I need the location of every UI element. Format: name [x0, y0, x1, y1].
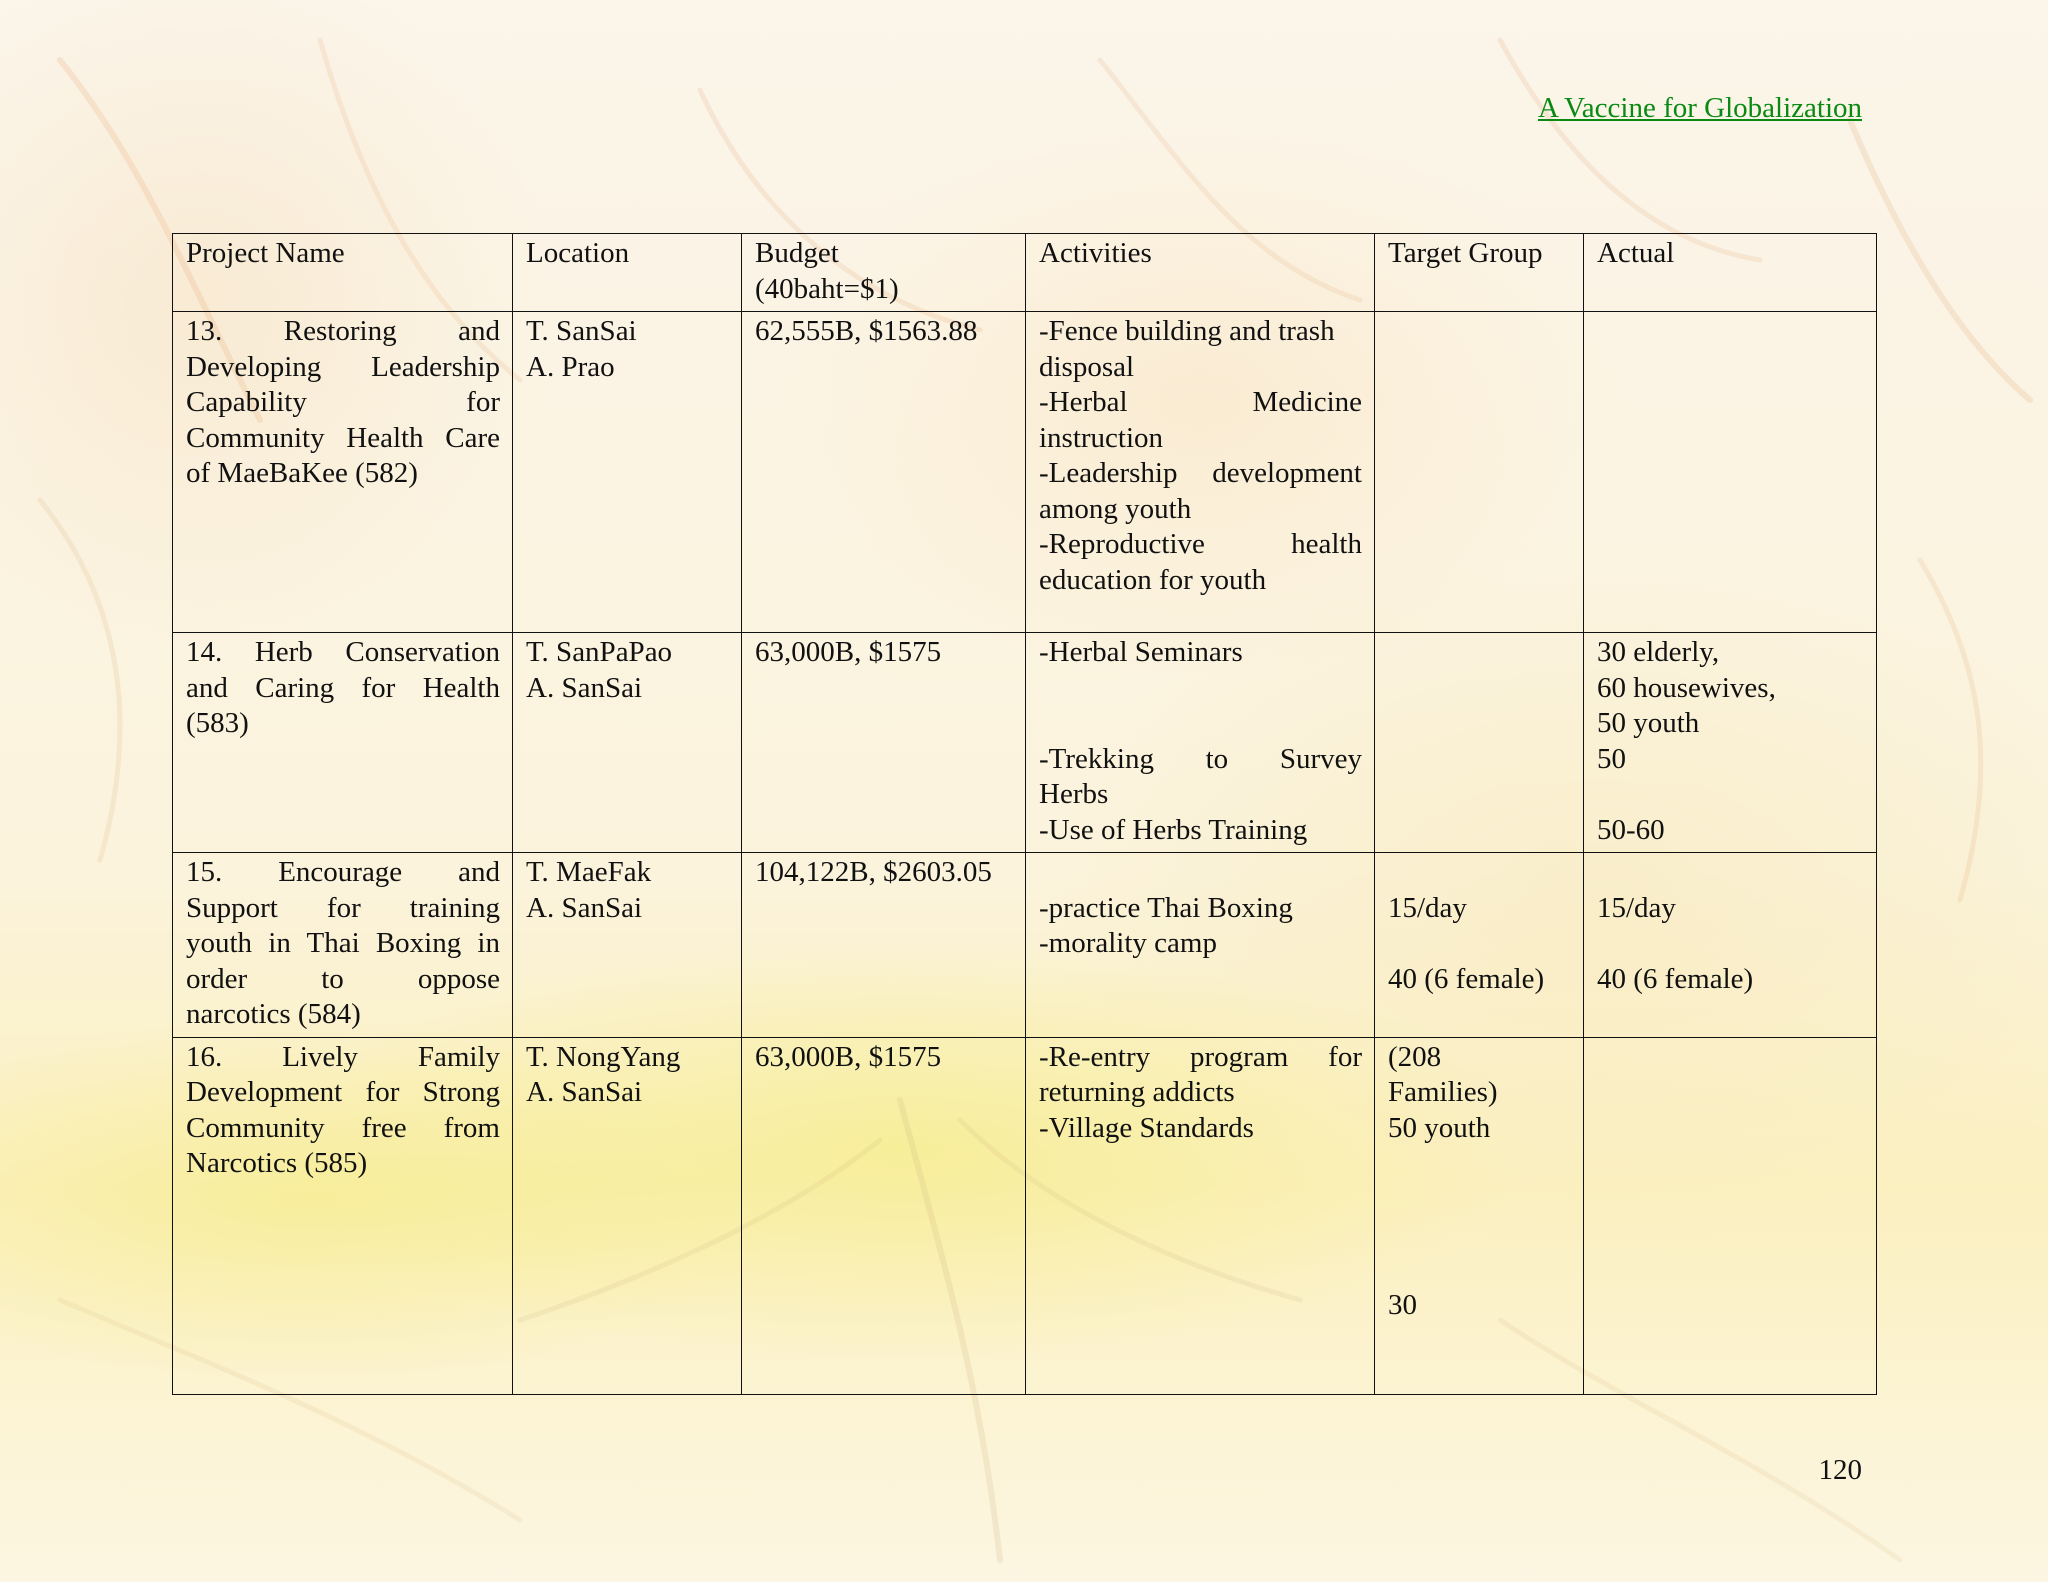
activity-line: -Fence building and trash	[1039, 315, 1335, 347]
target-group-cell	[1375, 312, 1584, 633]
activity-line: instruction	[1039, 421, 1164, 454]
location-cell	[513, 633, 742, 853]
target-group-cell	[1375, 633, 1584, 853]
project-name-line: narcotics (584)	[186, 998, 361, 1030]
project-name-cell	[173, 633, 513, 853]
activity-line: -Village Standards	[1039, 1111, 1254, 1144]
activities-cell	[1026, 633, 1375, 853]
activity-line: Herbs	[1039, 778, 1109, 810]
project-name-line: Support for training	[186, 891, 500, 924]
location-line: A. SanSai	[526, 1076, 642, 1108]
project-name-line: Narcotics (585)	[186, 1147, 368, 1179]
target-line: (208	[1388, 1040, 1442, 1073]
project-name-line: Development for Strong	[186, 1076, 500, 1108]
actual-line: 15/day	[1597, 891, 1676, 924]
project-name-line: Capability for	[186, 386, 500, 418]
project-name-line: order to oppose	[186, 962, 500, 995]
target-line: Families)	[1388, 1076, 1498, 1108]
target-group-cell	[1375, 1037, 1584, 1394]
location-line: A. Prao	[526, 350, 615, 383]
project-name-line: of MaeBaKee (582)	[186, 457, 418, 489]
location-line: T. MaeFak	[526, 856, 652, 888]
table-row	[173, 853, 1877, 1038]
target-line: 50 youth	[1388, 1111, 1491, 1144]
location-line: A. SanSai	[526, 891, 642, 924]
project-name-line: 13. Restoring and	[186, 315, 500, 347]
actual-line: 50 youth	[1597, 707, 1700, 739]
actual-line: 30 elderly,	[1597, 636, 1720, 668]
table-row	[173, 312, 1877, 633]
target-line: 15/day	[1388, 891, 1467, 924]
budget-cell	[742, 312, 1026, 633]
activity-line: -Reproductive health	[1039, 528, 1362, 560]
actual-line: 60 housewives,	[1597, 671, 1776, 704]
column-header-location: Location	[513, 234, 742, 312]
budget-header-label: Budget	[755, 237, 839, 269]
budget-cell	[742, 1037, 1026, 1394]
column-header-target-group: Target Group	[1375, 234, 1584, 312]
column-header-actual: Actual	[1584, 234, 1877, 312]
budget-value: 104,122B, $2603.05	[755, 856, 992, 888]
activities-cell	[1026, 312, 1375, 633]
location-cell	[513, 1037, 742, 1394]
target-line: 30	[1388, 1289, 1417, 1321]
location-line: T. NongYang	[526, 1040, 681, 1073]
activity-line: -Leadership development	[1039, 457, 1362, 489]
project-name-cell	[173, 312, 513, 633]
project-name-line: Community free from	[186, 1111, 500, 1144]
table-row	[173, 633, 1877, 853]
activity-line: disposal	[1039, 350, 1135, 383]
location-line: T. SanSai	[526, 315, 637, 347]
column-header-budget	[742, 234, 1026, 312]
activity-line: returning addicts	[1039, 1076, 1235, 1108]
actual-line: 40 (6 female)	[1597, 962, 1754, 995]
location-cell	[513, 312, 742, 633]
activity-line: -Trekking to Survey	[1039, 742, 1362, 775]
location-cell	[513, 853, 742, 1038]
budget-value: 63,000B, $1575	[755, 1040, 942, 1073]
table-row	[173, 1037, 1877, 1394]
activities-cell	[1026, 1037, 1375, 1394]
activity-line: -Re-entry program for	[1039, 1040, 1362, 1073]
activities-cell	[1026, 853, 1375, 1038]
actual-cell	[1584, 633, 1877, 853]
project-name-line: 15. Encourage and	[186, 856, 500, 888]
header-title-link[interactable]: A Vaccine for Globalization	[1538, 92, 1862, 124]
activity-line: -morality camp	[1039, 927, 1217, 959]
project-name-cell	[173, 1037, 513, 1394]
location-line: T. SanPaPao	[526, 636, 673, 668]
table-header-row	[173, 234, 1877, 312]
project-name-line: 14. Herb Conservation	[186, 636, 500, 668]
project-name-cell	[173, 853, 513, 1038]
activity-line: -Herbal Seminars	[1039, 636, 1243, 668]
page-number: 120	[1818, 1454, 1862, 1486]
actual-cell	[1584, 1037, 1877, 1394]
project-name-line: and Caring for Health	[186, 671, 500, 704]
activity-line: -Herbal Medicine	[1039, 386, 1362, 418]
target-group-cell	[1375, 853, 1584, 1038]
target-line: 40 (6 female)	[1388, 962, 1545, 995]
project-name-line: Community Health Care	[186, 421, 500, 454]
project-name-line: 16. Lively Family	[186, 1040, 500, 1073]
budget-cell	[742, 853, 1026, 1038]
column-header-project-name: Project Name	[173, 234, 513, 312]
actual-line: 50-60	[1597, 813, 1665, 846]
project-name-line: youth in Thai Boxing in	[186, 927, 500, 959]
budget-usd: , $1563.88	[854, 315, 978, 347]
project-name-line: (583)	[186, 707, 249, 739]
location-line: A. SanSai	[526, 671, 642, 704]
actual-cell	[1584, 312, 1877, 633]
projects-table	[172, 233, 1877, 1395]
activity-line: among youth	[1039, 492, 1192, 525]
activity-line: -practice Thai Boxing	[1039, 891, 1293, 924]
budget-baht: 62,555B	[755, 315, 855, 347]
budget-value: 63,000B, $1575	[755, 636, 942, 668]
activity-line: -Use of Herbs Training	[1039, 813, 1308, 846]
budget-header-rate: (40baht=$1)	[755, 272, 899, 305]
budget-cell	[742, 633, 1026, 853]
project-name-line: Developing Leadership	[186, 350, 500, 383]
column-header-activities: Activities	[1026, 234, 1375, 312]
activity-line: education for youth	[1039, 563, 1267, 596]
actual-cell	[1584, 853, 1877, 1038]
actual-line: 50	[1597, 742, 1626, 775]
